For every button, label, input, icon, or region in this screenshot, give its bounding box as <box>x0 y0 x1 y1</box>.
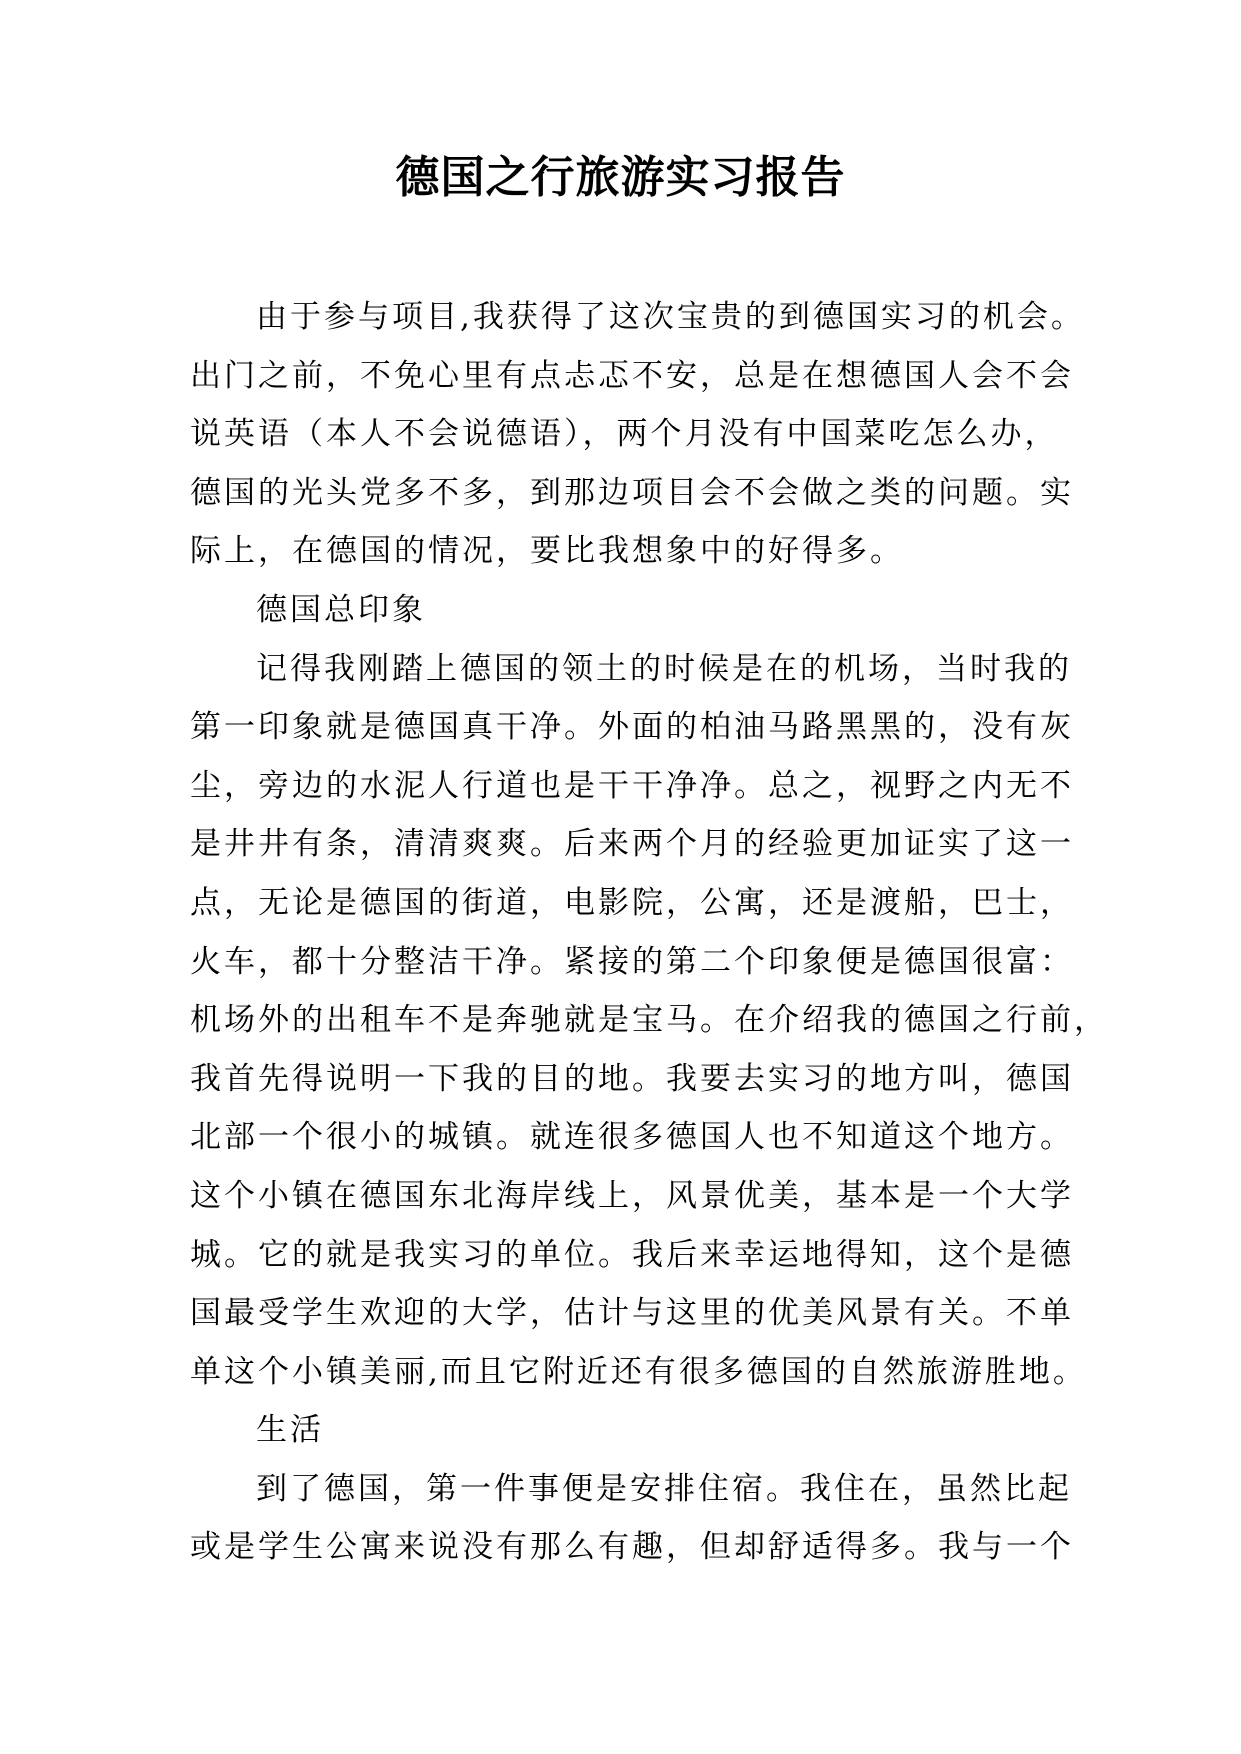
paragraph-line: 德国的光头党多不多，到那边项目会不会做之类的问题。实 <box>190 474 1074 511</box>
paragraph-line: 火车，都十分整洁干净。紧接的第二个印象便是德国很富： <box>190 943 1074 980</box>
paragraph-line: 这个小镇在德国东北海岸线上，风景优美，基本是一个大学 <box>190 1177 1074 1214</box>
paragraph-line: 尘，旁边的水泥人行道也是干干净净。总之，视野之内无不 <box>190 767 1074 804</box>
paragraph-line: 或是学生公寓来说没有那么有趣，但却舒适得多。我与一个 <box>190 1529 1074 1566</box>
section-heading: 德国总印象 <box>256 591 426 628</box>
paragraph-line: 机场外的出租车不是奔驰就是宝马。在介绍我的德国之行前， <box>190 1002 1108 1039</box>
paragraph-line: 第一印象就是德国真干净。外面的柏油马路黑黑的，没有灰 <box>190 709 1074 746</box>
paragraph-line: 记得我刚踏上德国的领土的时候是在的机场，当时我的 <box>256 650 1072 687</box>
paragraph-line: 际上，在德国的情况，要比我想象中的好得多。 <box>190 533 904 570</box>
document-body <box>190 288 1108 1577</box>
paragraph-line: 到了德国，第一件事便是安排住宿。我住在，虽然比起 <box>256 1470 1072 1507</box>
paragraph-line: 出门之前，不免心里有点忐忑不安，总是在想德国人会不会 <box>190 357 1074 394</box>
paragraph-line: 是井井有条，清清爽爽。后来两个月的经验更加证实了这一 <box>190 826 1074 863</box>
paragraph-line: 我首先得说明一下我的目的地。我要去实习的地方叫，德国 <box>190 1060 1074 1097</box>
section-heading: 生活 <box>256 1412 324 1449</box>
paragraph-line: 说英语（本人不会说德语），两个月没有中国菜吃怎么办， <box>190 416 1059 453</box>
paragraph-line: 由于参与项目,我获得了这次宝贵的到德国实习的机会。 <box>256 299 1085 335</box>
paragraph-line: 城。它的就是我实习的单位。我后来幸运地得知，这个是德 <box>190 1236 1074 1273</box>
paragraph-line: 点，无论是德国的街道，电影院，公寓，还是渡船，巴士， <box>190 884 1074 921</box>
paragraph-line: 单这个小镇美丽,而且它附近还有很多德国的自然旅游胜地。 <box>190 1353 1087 1390</box>
document-title: 德国之行旅游实习报告 <box>395 152 846 203</box>
paragraph-line: 北部一个很小的城镇。就连很多德国人也不知道这个地方。 <box>190 1119 1074 1156</box>
paragraph-line: 国最受学生欢迎的大学，估计与这里的优美风景有关。不单 <box>190 1295 1074 1332</box>
